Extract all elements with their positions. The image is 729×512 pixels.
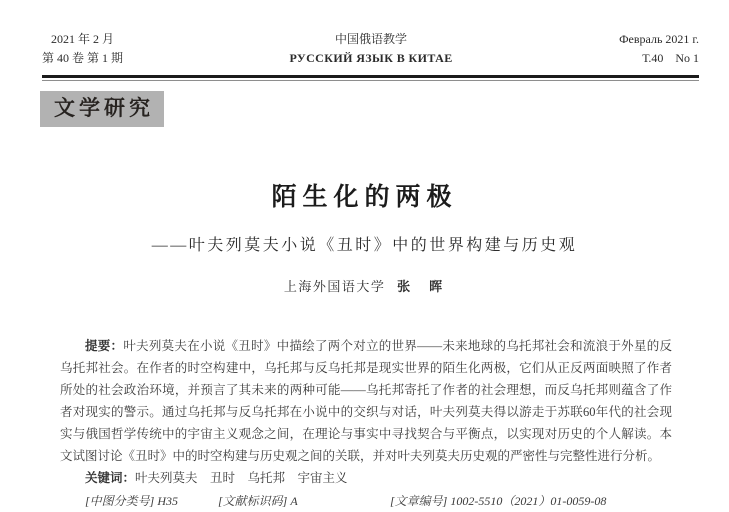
issue-date-ru: Февраль 2021 г. [619, 32, 699, 46]
clc-number: [中图分类号] H35 [85, 494, 179, 508]
issue-date-cn: 2021 年 2 月 [51, 32, 115, 46]
classification-row [60, 490, 672, 512]
journal-title-cn: 中国俄语教学 [335, 32, 408, 46]
article-title: 陌生化的两极 [271, 183, 458, 211]
document-code: [文献标识码] A [218, 494, 298, 508]
abstract-label: 提要： [85, 339, 124, 353]
keywords-line [60, 467, 672, 489]
masthead-issue-cn [42, 30, 123, 68]
abstract-paragraph [60, 335, 672, 467]
abstract-block [60, 335, 672, 512]
section-label: 文学研究 [40, 91, 164, 127]
journal-title-ru: РУССКИЙ ЯЗЫК В КИТАЕ [289, 51, 453, 65]
issue-volume-cn: 第 40 卷 第 1 期 [42, 51, 124, 65]
article-subtitle: ——叶夫列莫夫小说《丑时》中的世界构建与历史观 [151, 237, 578, 254]
abstract-text: 叶夫列莫夫在小说《丑时》中描绘了两个对立的世界——未来地球的乌托邦社会和流浪于外星的反乌托邦社会。在作者的时空构建中，乌托邦与反乌托邦是现实世界的陌生化两极，它们从正反两面映照了作者所处的社会政治环境，并预言了其未来的两种可能——乌托邦寄托了作者的社会理想，而反乌托邦则蕴含了作者对现实的警示。通过乌托邦与反乌托邦在小说中的交织与对话，叶夫列莫夫得以游走于苏联60年代的社会现实与俄国哲学传统中的宇宙主义观念之间，在理论与事实中寻找契合与平衡点，以实现对历史的个人解读。本文试图讨论《丑时》中的时空构建与历史观之间的关联，并对叶夫列莫夫历史观的严密性与完整性进行分析。 [60, 339, 672, 463]
article-id: [文章编号] 1002-5510（2021）01-0059-08 [390, 494, 607, 508]
masthead-issue-ru [619, 30, 699, 68]
masthead-journal-title [123, 30, 619, 68]
issue-volume-ru: Т.40 No 1 [642, 51, 699, 65]
byline [0, 276, 729, 295]
journal-masthead [42, 30, 699, 68]
keywords-label: 关键词： [85, 471, 136, 485]
keywords-text: 叶夫列莫夫 丑时 乌托邦 宇宙主义 [135, 471, 348, 485]
author-affiliation: 上海外国语大学 [283, 279, 386, 294]
author-name: 张 晖 [397, 279, 446, 294]
